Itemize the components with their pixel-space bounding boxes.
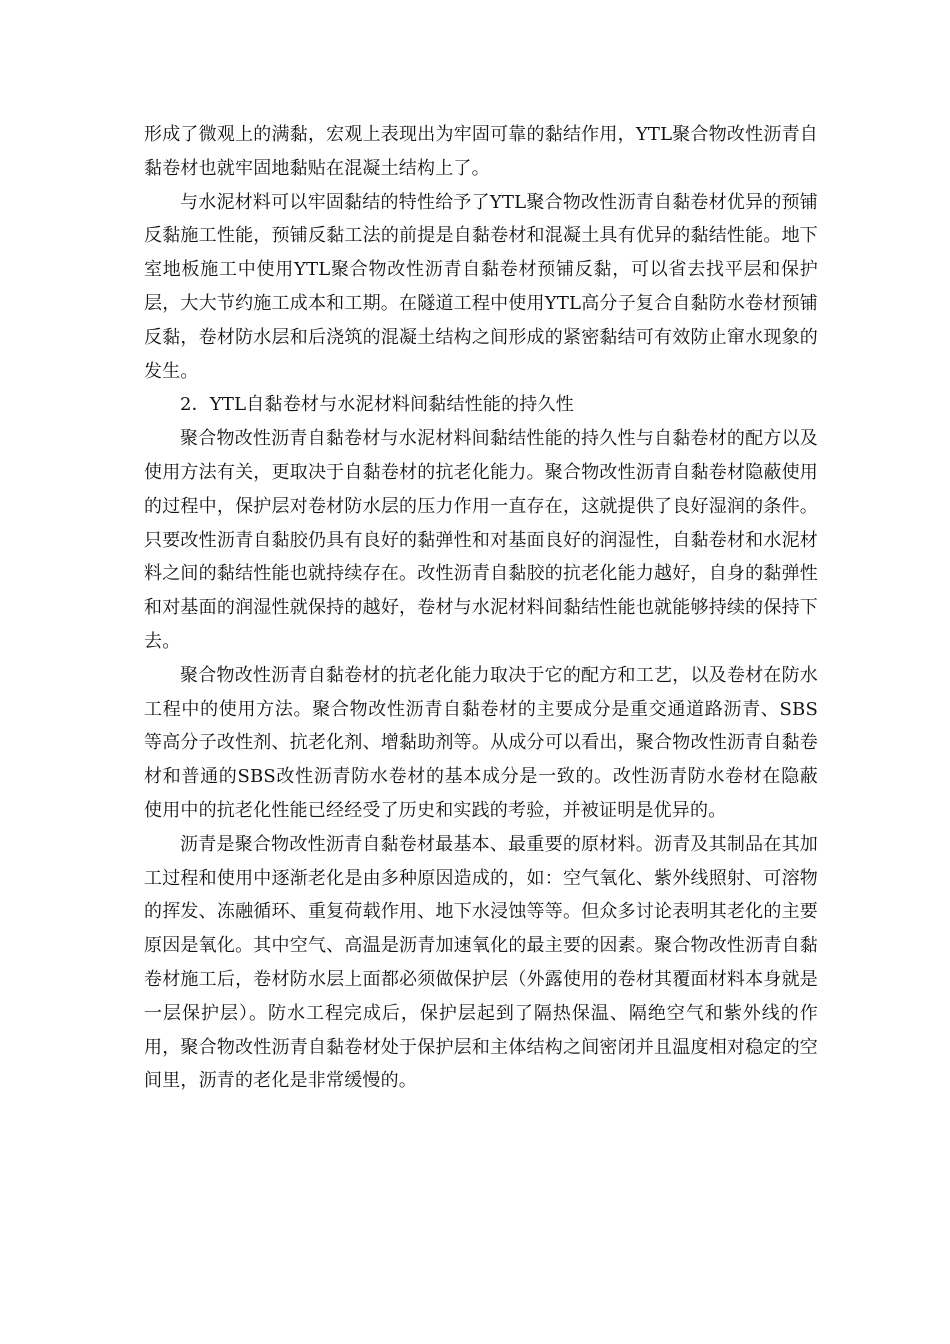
section-heading-bonding-durability: 2．YTL自黏卷材与水泥材料间黏结性能的持久性 [180, 394, 574, 416]
paragraph-bonding-mechanism: 形成了微观上的满黏，宏观上表现出为牢固可靠的黏结作用，YTL聚合物改性沥青自黏卷材也就牢固地黏贴在混凝土结构上了。 [144, 124, 818, 179]
paragraph-durability-factors: 聚合物改性沥青自黏卷材与水泥材料间黏结性能的持久性与自黏卷材的配方以及使用方法有关，更取决于自黏卷材的抗老化能力。聚合物改性沥青自黏卷材隐蔽使用的过程中，保护层对卷材防水层的压力作用一直存在，这就提供了良好湿润的条件。只要改性沥青自黏胶仍具有良好的黏弹性和对基面良好的润湿性，自黏卷材和水泥材料之间的黏结性能也就持续存在。改性沥青自黏胶的抗老化能力越好，自身的黏弹性和对基面的润湿性就保持的越好，卷材与水泥材料间黏结性能也就能够持续的保持下去。 [144, 428, 818, 652]
paragraph-asphalt-aging: 沥青是聚合物改性沥青自黏卷材最基本、最重要的原材料。沥青及其制品在其加工过程和使用中逐渐老化是由多种原因造成的，如：空气氧化、紫外线照射、可溶物的挥发、冻融循环、重复荷载作用、地下水浸蚀等等。但众多讨论表明其老化的主要原因是氧化。其中空气、高温是沥青加速氧化的最主要的因素。聚合物改性沥青自黏卷材施工后，卷材防水层上面都必须做保护层（外露使用的卷材其覆面材料本身就是一层保护层）。防水工程完成后，保护层起到了隔热保温、隔绝空气和紫外线的作用，聚合物改性沥青自黏卷材处于保护层和主体结构之间密闭并且温度相对稳定的空间里，沥青的老化是非常缓慢的。 [144, 833, 818, 1092]
document-body [144, 118, 818, 1098]
paragraph-anti-aging-composition: 聚合物改性沥青自黏卷材的抗老化能力取决于它的配方和工艺，以及卷材在防水工程中的使用方法。聚合物改性沥青自黏卷材的主要成分是重交通道路沥青、SBS等高分子改性剂、抗老化剂、增黏助剂等。从成分可以看出，聚合物改性沥青自黏卷材和普通的SBS改性沥青防水卷材的基本成分是一致的。改性沥青防水卷材在隐蔽使用中的抗老化性能已经经受了历史和实践的考验，并被证明是优异的。 [144, 664, 818, 821]
paragraph-pre-laid-construction: 与水泥材料可以牢固黏结的特性给予了YTL聚合物改性沥青自黏卷材优异的预铺反黏施工性能，预铺反黏工法的前提是自黏卷材和混凝土具有优异的黏结性能。地下室地板施工中使用YTL聚合物改性沥青自黏卷材预铺反黏，可以省去找平层和保护层，大大节约施工成本和工期。在隧道工程中使用YTL高分子复合自黏防水卷材预铺反黏，卷材防水层和后浇筑的混凝土结构之间形成的紧密黏结可有效防止窜水现象的发生。 [144, 191, 818, 382]
